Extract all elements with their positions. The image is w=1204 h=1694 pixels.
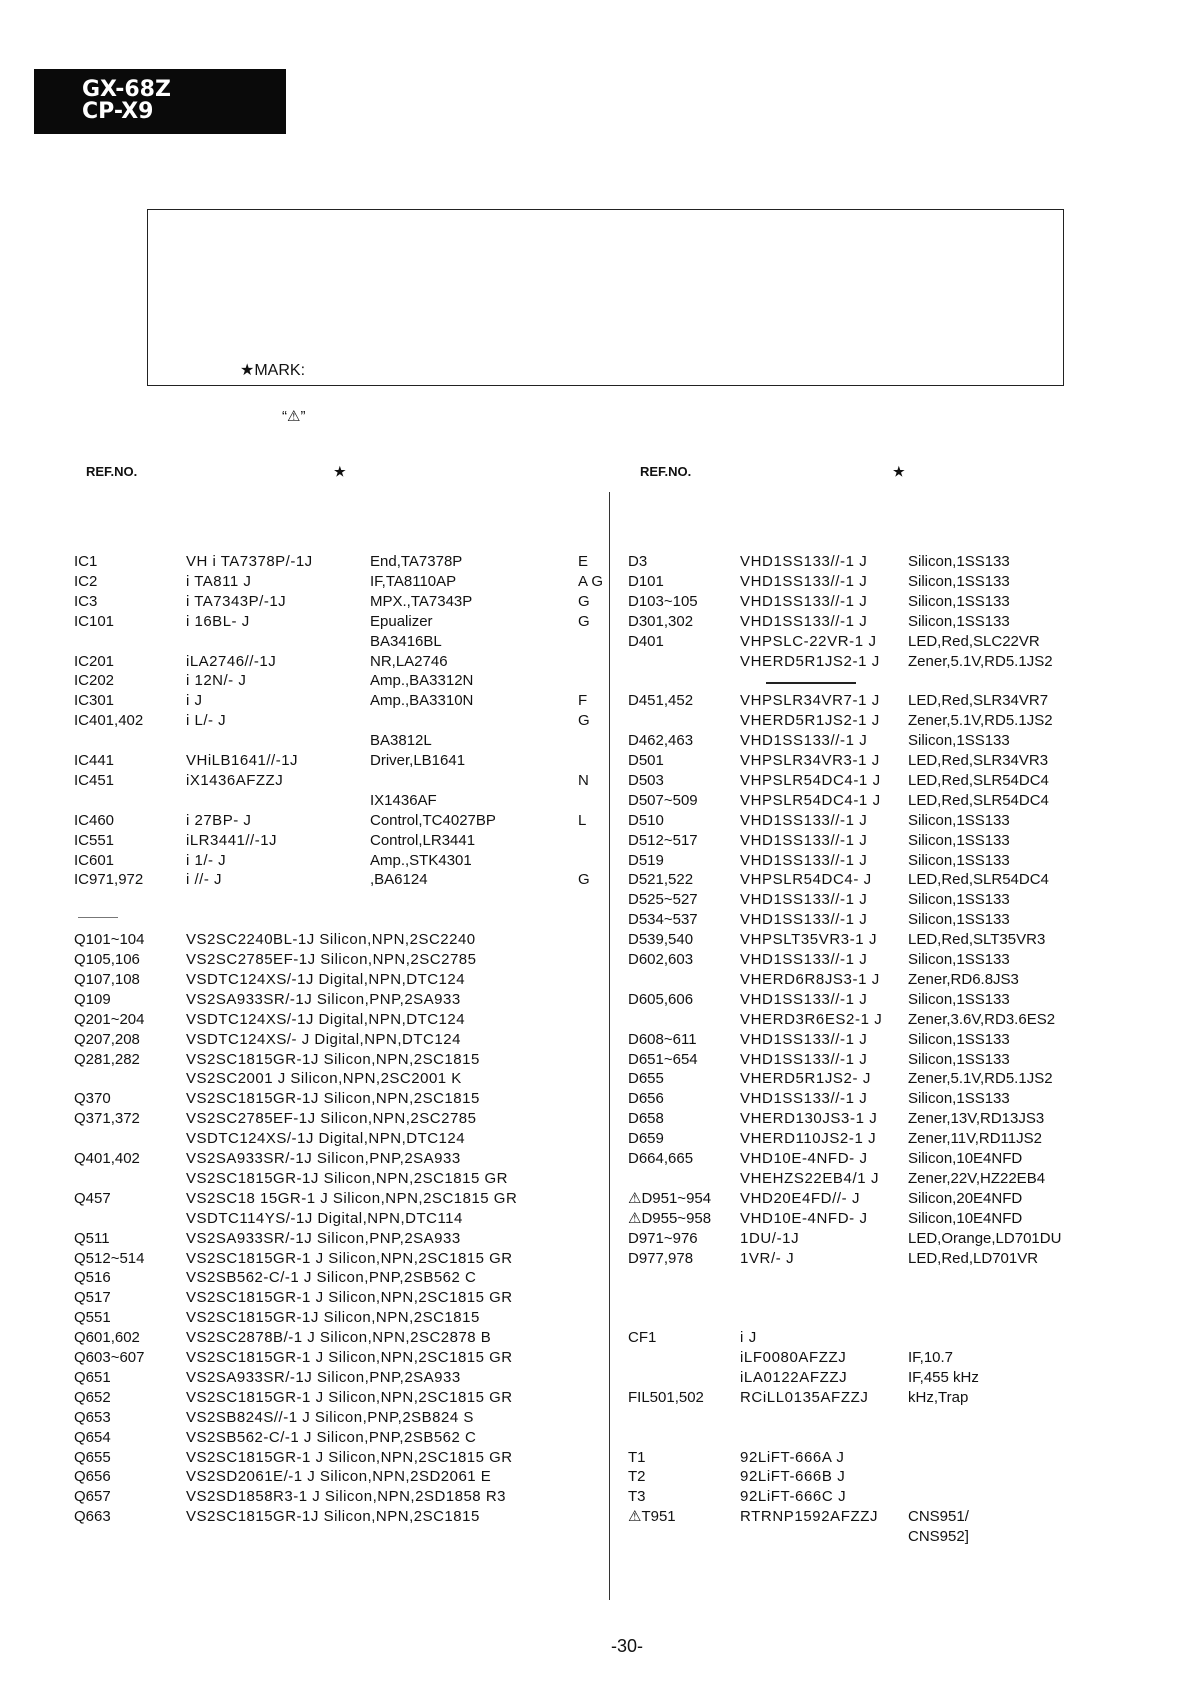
left-part-ref: IC101 <box>74 612 115 630</box>
right-part-ref: D462,463 <box>628 732 694 750</box>
left-star-header: ★ <box>334 464 346 479</box>
left-part-part: i 16BL- J <box>186 612 250 630</box>
right-part-ref: D971~976 <box>628 1229 698 1247</box>
right-part-desc: Silicon,1SS133 <box>908 911 1010 929</box>
right-part-part: VHD1SS133//-1 J <box>740 612 868 630</box>
right-part-desc: Zener,22V,HZ22EB4 <box>908 1169 1046 1187</box>
right-part-desc: CNS952] <box>908 1528 969 1546</box>
left-part-ref: Q551 <box>74 1309 111 1327</box>
left-part-desc: MPX.,TA7343P <box>370 592 473 610</box>
left-part-ref: Q207,208 <box>74 1030 140 1048</box>
right-part-ref: D512~517 <box>628 831 698 849</box>
right-part-desc: Silicon,1SS133 <box>908 1030 1010 1048</box>
left-part-part: VS2SD2061E/-1 J Silicon,NPN,2SD2061 E <box>186 1468 492 1486</box>
right-part-ref: D3 <box>628 553 648 570</box>
left-part-ref: Q107,108 <box>74 970 140 988</box>
right-part-desc: Silicon,1SS133 <box>908 891 1010 909</box>
right-part-part: VHD1SS133//-1 J <box>740 911 868 929</box>
right-part-part: iLF0080AFZZJ <box>740 1349 847 1366</box>
right-part-ref: D521,522 <box>628 871 694 889</box>
left-part-ref: Q652 <box>74 1388 111 1406</box>
right-part-part: VHERD130JS3-1 J <box>740 1110 878 1128</box>
left-part-code: G <box>578 612 590 630</box>
left-part-part: VSDTC114YS/-1J Digital,NPN,DTC114 <box>186 1209 463 1227</box>
left-part-code: A G <box>578 572 604 590</box>
right-part-desc: LED,Red,SLT35VR3 <box>908 931 1046 949</box>
left-part-ref: IC2 <box>74 572 98 590</box>
right-part-ref: D658 <box>628 1110 664 1128</box>
right-part-ref: D510 <box>628 811 664 829</box>
right-part-part: VHD1SS133//-1 J <box>740 951 868 968</box>
right-part-ref: D401 <box>628 632 664 650</box>
right-part-part: VHPSLR34VR7-1 J <box>740 692 880 710</box>
right-part-ref: T3 <box>628 1488 646 1506</box>
left-part-ref: IC1 <box>74 553 98 570</box>
left-part-code: G <box>578 871 590 889</box>
left-part-ref: IC441 <box>74 752 115 769</box>
right-part-ref: T1 <box>628 1448 646 1466</box>
left-part-ref: IC601 <box>74 851 115 869</box>
left-part-ref: Q651 <box>74 1368 111 1386</box>
left-part-ref: Q653 <box>74 1408 111 1426</box>
right-part-part: VHERD3R6ES2-1 J <box>740 1010 883 1028</box>
right-part-part: VHPSLR54DC4-1 J <box>740 791 881 809</box>
left-part-part: VS2SC1815GR-1J Silicon,NPN,2SC1815 <box>186 1508 480 1526</box>
right-part-part: VHEHZS22EB4/1 J <box>740 1169 880 1187</box>
right-part-part: RCiLL0135AFZZJ <box>740 1388 869 1406</box>
right-part-desc: Silicon,1SS133 <box>908 553 1010 570</box>
left-part-ref: IC301 <box>74 692 115 710</box>
right-part-desc: Silicon,1SS133 <box>908 990 1010 1008</box>
left-part-part: VS2SC2240BL-1J Silicon,NPN,2SC2240 <box>186 931 476 949</box>
left-part-ref: Q512~514 <box>74 1249 145 1267</box>
left-part-part: VS2SC1815GR-1 J Silicon,NPN,2SC1815 GR <box>186 1289 513 1307</box>
left-part-part: VS2SA933SR/-1J Silicon,PNP,2SA933 <box>186 1150 461 1167</box>
right-part-desc: LED,Red,LD701VR <box>908 1249 1039 1267</box>
mark-label: ★MARK: <box>240 362 306 379</box>
right-part-desc: Silicon,1SS133 <box>908 811 1010 829</box>
right-part-part: VHERD5R1JS2-1 J <box>740 652 880 670</box>
right-part-desc: Zener,5.1V,RD5.1JS2 <box>908 1070 1053 1088</box>
section-rule <box>766 682 856 684</box>
left-part-code: G <box>578 712 590 730</box>
left-part-desc: BA3812L <box>370 732 432 750</box>
right-part-ref: D103~105 <box>628 592 698 610</box>
right-part-desc: CNS951/ <box>908 1508 969 1526</box>
right-part-part: VHERD6R8JS3-1 J <box>740 970 880 988</box>
left-part-part: VS2SC1815GR-1J Silicon,NPN,2SC1815 <box>186 1309 480 1327</box>
left-part-part: i L/- J <box>186 712 227 730</box>
left-part-part: VS2SA933SR/-1J Silicon,PNP,2SA933 <box>186 1368 461 1386</box>
left-part-desc: Amp.,BA3312N <box>370 672 474 690</box>
right-part-ref: D301,302 <box>628 612 694 630</box>
safety-warning-symbol: “⚠” <box>282 408 306 425</box>
right-part-part: VHERD5R1JS2-1 J <box>740 712 880 730</box>
left-part-ref: Q105,106 <box>74 951 140 968</box>
left-part-part: VS2SC1815GR-1 J Silicon,NPN,2SC1815 GR <box>186 1388 513 1406</box>
left-part-ref: Q457 <box>74 1189 111 1207</box>
right-part-ref: D977,978 <box>628 1249 694 1267</box>
left-part-code: G <box>578 592 590 610</box>
right-part-ref: D664,665 <box>628 1150 694 1167</box>
left-part-ref: IC3 <box>74 592 98 610</box>
right-part-desc: Zener,3.6V,RD3.6ES2 <box>908 1010 1056 1028</box>
right-part-ref: D608~611 <box>628 1030 697 1048</box>
left-part-part: VS2SC1815GR-1 J Silicon,NPN,2SC1815 GR <box>186 1249 513 1267</box>
left-part-part: i //- J <box>186 871 222 889</box>
left-part-ref: Q603~607 <box>74 1349 145 1366</box>
right-part-ref: D501 <box>628 752 664 769</box>
left-part-part: VSDTC124XS/- J Digital,NPN,DTC124 <box>186 1030 461 1048</box>
left-part-ref: Q517 <box>74 1289 111 1307</box>
left-part-code: F <box>578 692 588 710</box>
right-part-part: 92LiFT-666C J <box>740 1488 847 1506</box>
right-part-part: VHD1SS133//-1 J <box>740 831 868 849</box>
left-part-desc: ,BA6124 <box>370 871 428 889</box>
right-part-part: 92LiFT-666B J <box>740 1468 846 1486</box>
left-part-desc: Amp.,STK4301 <box>370 851 472 869</box>
right-part-ref: ⚠D955~958 <box>628 1209 712 1227</box>
right-part-part: VHD1SS133//-1 J <box>740 572 868 590</box>
left-part-desc: BA3416BL <box>370 632 442 650</box>
left-part-part: i 12N/- J <box>186 672 247 690</box>
left-part-part: VSDTC124XS/-1J Digital,NPN,DTC124 <box>186 970 466 988</box>
right-part-ref: D602,603 <box>628 951 694 968</box>
right-part-desc: Silicon,1SS133 <box>908 831 1010 849</box>
left-part-desc: End,TA7378P <box>370 553 463 570</box>
right-part-part: VHD1SS133//-1 J <box>740 990 868 1008</box>
left-part-ref: Q601,602 <box>74 1329 140 1347</box>
right-part-part: i J <box>740 1329 757 1347</box>
left-part-ref: Q654 <box>74 1428 111 1446</box>
right-part-part: VHPSLR34VR3-1 J <box>740 752 880 769</box>
notice-box <box>147 209 1064 386</box>
left-part-part: VS2SB824S//-1 J Silicon,PNP,2SB824 S <box>186 1408 474 1426</box>
left-part-ref: IC451 <box>74 771 115 789</box>
right-part-desc: Silicon,1SS133 <box>908 572 1010 590</box>
right-part-part: VHPSLR54DC4- J <box>740 871 872 889</box>
right-part-desc: LED,Red,SLR34VR7 <box>908 692 1049 710</box>
left-part-code: E <box>578 553 589 570</box>
left-part-part: i 1/- J <box>186 851 227 869</box>
right-part-part: VHD1SS133//-1 J <box>740 1090 868 1108</box>
left-part-part: VS2SC18 15GR-1 J Silicon,NPN,2SC1815 GR <box>186 1189 518 1207</box>
right-part-part: VHD1SS133//-1 J <box>740 732 868 750</box>
right-part-desc: LED,Red,SLR54DC4 <box>908 791 1049 809</box>
right-part-ref: ⚠T951 <box>628 1508 676 1526</box>
right-part-ref: D656 <box>628 1090 664 1108</box>
left-part-part: i 27BP- J <box>186 811 252 829</box>
right-part-ref: D451,452 <box>628 692 694 710</box>
left-part-part: VS2SA933SR/-1J Silicon,PNP,2SA933 <box>186 990 461 1008</box>
left-part-desc: IX1436AF <box>370 791 437 809</box>
right-part-ref: D655 <box>628 1070 664 1088</box>
left-part-part: i TA811 J <box>186 572 252 590</box>
right-part-part: 1VR/- J <box>740 1249 795 1267</box>
left-part-part: VS2SC2001 J Silicon,NPN,2SC2001 K <box>186 1070 462 1088</box>
right-part-desc: Zener,5.1V,RD5.1JS2 <box>908 652 1053 670</box>
right-part-part: VHERD5R1JS2- J <box>740 1070 871 1088</box>
left-part-ref: Q511 <box>74 1229 110 1247</box>
right-part-ref: D507~509 <box>628 791 698 809</box>
left-part-part: VS2SA933SR/-1J Silicon,PNP,2SA933 <box>186 1229 461 1247</box>
left-part-ref: IC201 <box>74 652 115 670</box>
left-part-part: VS2SC1815GR-1J Silicon,NPN,2SC1815 GR <box>186 1169 508 1187</box>
right-part-desc: Zener,13V,RD13JS3 <box>908 1110 1045 1128</box>
left-part-ref: Q655 <box>74 1448 111 1466</box>
right-part-desc: IF,455 kHz <box>908 1368 979 1386</box>
left-part-part: VSDTC124XS/-1J Digital,NPN,DTC124 <box>186 1130 466 1148</box>
right-ref-header: REF.NO. <box>640 464 692 479</box>
left-part-ref: IC202 <box>74 672 115 690</box>
left-part-part: VH i TA7378P/-1J <box>186 553 313 570</box>
left-part-ref: Q401,402 <box>74 1150 140 1167</box>
right-part-part: VHD1SS133//-1 J <box>740 1050 868 1068</box>
left-ref-header: REF.NO. <box>86 464 138 479</box>
right-part-ref: FIL501,502 <box>628 1388 704 1406</box>
left-part-part: iX1436AFZZJ <box>186 771 284 789</box>
right-part-part: VHD20E4FD//- J <box>740 1189 861 1207</box>
left-part-ref: Q663 <box>74 1508 111 1526</box>
right-part-desc: Silicon,10E4NFD <box>908 1150 1023 1167</box>
left-part-ref: IC460 <box>74 811 115 829</box>
right-part-part: VHD1SS133//-1 J <box>740 891 868 909</box>
left-part-ref: Q109 <box>74 990 111 1008</box>
right-part-ref: D605,606 <box>628 990 694 1008</box>
right-part-part: VHERD110JS2-1 J <box>740 1130 877 1148</box>
left-part-ref: Q371,372 <box>74 1110 140 1128</box>
right-part-ref: D659 <box>628 1130 664 1148</box>
left-part-part: VS2SC1815GR-1J Silicon,NPN,2SC1815 <box>186 1050 480 1068</box>
left-part-ref: Q201~204 <box>74 1010 145 1028</box>
left-part-ref: Q657 <box>74 1488 111 1506</box>
left-part-part: VHiLB1641//-1J <box>186 752 299 769</box>
right-part-ref: D503 <box>628 771 664 789</box>
right-part-part: VHD10E-4NFD- J <box>740 1150 868 1167</box>
left-part-code: N <box>578 771 589 789</box>
right-part-ref: D534~537 <box>628 911 698 929</box>
right-part-part: VHD1SS133//-1 J <box>740 851 868 869</box>
right-part-part: RTRNP1592AFZZJ <box>740 1508 879 1526</box>
right-part-desc: LED,Red,SLC22VR <box>908 632 1040 650</box>
left-part-ref: IC401,402 <box>74 712 144 730</box>
right-part-desc: Silicon,1SS133 <box>908 592 1010 610</box>
left-part-part: iLA2746//-1J <box>186 652 277 670</box>
right-part-part: VHD1SS133//-1 J <box>740 1030 868 1048</box>
left-part-desc: Epualizer <box>370 612 433 630</box>
section-dash <box>78 917 118 918</box>
left-part-ref: Q656 <box>74 1468 111 1486</box>
left-part-part: VS2SC1815GR-1 J Silicon,NPN,2SC1815 GR <box>186 1349 513 1366</box>
left-part-ref: Q370 <box>74 1090 111 1108</box>
right-part-part: 1DU/-1J <box>740 1229 800 1247</box>
left-part-part: iLR3441//-1J <box>186 831 278 849</box>
left-part-part: VS2SB562-C/-1 J Silicon,PNP,2SB562 C <box>186 1269 477 1287</box>
right-part-desc: Silicon,1SS133 <box>908 612 1010 630</box>
right-part-desc: Silicon,1SS133 <box>908 1050 1010 1068</box>
right-part-ref: D101 <box>628 572 664 590</box>
right-part-desc: Silicon,1SS133 <box>908 851 1010 869</box>
left-part-desc: Control,TC4027BP <box>370 811 496 829</box>
left-part-part: VS2SB562-C/-1 J Silicon,PNP,2SB562 C <box>186 1428 477 1446</box>
left-part-ref: Q281,282 <box>74 1050 140 1068</box>
right-part-ref: ⚠D951~954 <box>628 1189 712 1207</box>
left-part-desc: IF,TA8110AP <box>370 572 457 590</box>
left-part-ref: Q101~104 <box>74 931 145 949</box>
right-part-desc: IF,10.7 <box>908 1349 954 1366</box>
right-part-desc: LED,Red,SLR34VR3 <box>908 752 1049 769</box>
right-part-desc: Zener,5.1V,RD5.1JS2 <box>908 712 1053 730</box>
page-number: -30- <box>611 1636 644 1656</box>
model-title-block <box>34 69 286 134</box>
left-part-desc: Amp.,BA3310N <box>370 692 474 710</box>
left-part-ref: IC551 <box>74 831 115 849</box>
left-part-ref: IC971,972 <box>74 871 144 889</box>
right-part-part: VHD1SS133//-1 J <box>740 811 868 829</box>
right-part-desc: Silicon,1SS133 <box>908 951 1010 968</box>
left-part-code: L <box>578 811 587 829</box>
right-part-ref: CF1 <box>628 1329 657 1347</box>
right-part-desc: kHz,Trap <box>908 1388 969 1406</box>
right-part-ref: D525~527 <box>628 891 698 909</box>
right-star-header: ★ <box>893 464 905 479</box>
right-part-part: VHPSLT35VR3-1 J <box>740 931 878 949</box>
left-part-part: VS2SC1815GR-1J Silicon,NPN,2SC1815 <box>186 1090 480 1108</box>
left-part-part: VS2SC2878B/-1 J Silicon,NPN,2SC2878 B <box>186 1329 492 1347</box>
left-part-part: VS2SC2785EF-1J Silicon,NPN,2SC2785 <box>186 1110 477 1128</box>
left-part-part: i J <box>186 692 203 710</box>
left-part-part: i TA7343P/-1J <box>186 592 287 610</box>
right-part-ref: D651~654 <box>628 1050 698 1068</box>
right-part-desc: Silicon,20E4NFD <box>908 1189 1023 1207</box>
right-part-ref: D539,540 <box>628 931 694 949</box>
left-part-desc: Control,LR3441 <box>370 831 476 849</box>
left-part-ref: Q516 <box>74 1269 111 1287</box>
right-part-part: 92LiFT-666A J <box>740 1448 845 1466</box>
right-part-part: VHD1SS133//-1 J <box>740 553 868 570</box>
left-part-desc: NR,LA2746 <box>370 652 448 670</box>
right-part-part: VHPSLC-22VR-1 J <box>740 632 877 650</box>
right-part-ref: D519 <box>628 851 664 869</box>
right-part-desc: LED,Red,SLR54DC4 <box>908 871 1049 889</box>
model-name-2: CP-X9 <box>82 99 154 124</box>
left-part-part: VS2SD1858R3-1 J Silicon,NPN,2SD1858 R3 <box>186 1488 506 1506</box>
right-part-desc: Silicon,1SS133 <box>908 1090 1010 1108</box>
right-part-part: VHPSLR54DC4-1 J <box>740 771 881 789</box>
left-part-part: VS2SC1815GR-1 J Silicon,NPN,2SC1815 GR <box>186 1448 513 1466</box>
left-part-part: VSDTC124XS/-1J Digital,NPN,DTC124 <box>186 1010 466 1028</box>
right-part-part: iLA0122AFZZJ <box>740 1368 848 1386</box>
right-part-desc: Silicon,10E4NFD <box>908 1209 1023 1227</box>
left-part-part: VS2SC2785EF-1J Silicon,NPN,2SC2785 <box>186 951 477 968</box>
right-part-desc: LED,Orange,LD701DU <box>908 1229 1062 1247</box>
left-part-desc: Driver,LB1641 <box>370 752 466 769</box>
right-part-desc: Silicon,1SS133 <box>908 732 1010 750</box>
right-part-desc: Zener,RD6.8JS3 <box>908 970 1019 988</box>
right-part-ref: T2 <box>628 1468 646 1486</box>
right-part-desc: Zener,11V,RD11JS2 <box>908 1130 1042 1148</box>
column-divider <box>609 492 610 1600</box>
model-name-1: GX-68Z <box>82 77 171 102</box>
right-part-desc: LED,Red,SLR54DC4 <box>908 771 1049 789</box>
right-part-part: VHD10E-4NFD- J <box>740 1209 868 1227</box>
right-part-part: VHD1SS133//-1 J <box>740 592 868 610</box>
